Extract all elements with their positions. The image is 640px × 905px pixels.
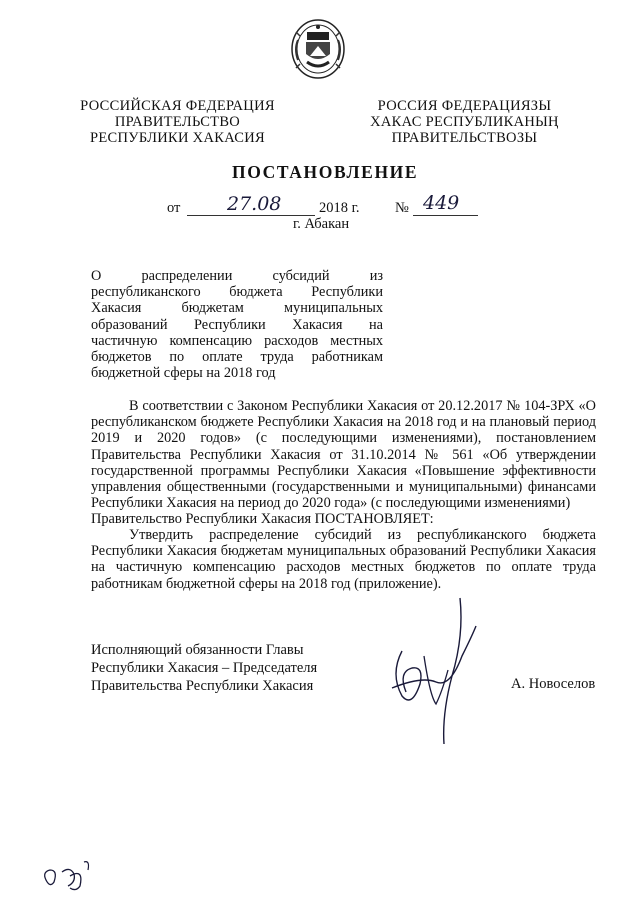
body-paragraph-2: Утвердить распределение субсидий из республиканского бюджета Республики Хакасия бюджетам муниципальных образований Республики Хакасия на частичную компенсацию расходов местных бюджетов по оплате труда работникам бюджетной сферы на 2018 год (приложение). [91,527,596,592]
header-right-line-3: ПРАВИТЕЛЬСТВОЗЫ [391,130,538,146]
signatory-position-line-3: Правительства Республики Хакасия [91,678,314,694]
number-underline [413,215,478,216]
number-handwritten: 449 [423,192,460,214]
header-right [352,98,577,146]
signatory-name: А. Новоселов [511,676,596,692]
signatory-position-line-1: Исполняющий обязанности Главы [91,642,304,658]
signatory-position [91,641,317,695]
signature-scribble [372,596,502,746]
body-paragraph-1-last: Правительство Республики Хакасия ПОСТАНОВЛЯЕТ: [91,511,434,527]
footer-mark-text [40,858,41,859]
coat-of-arms-emblem [290,18,346,80]
header-left-line-3: РЕСПУБЛИКИ ХАКАСИЯ [90,130,265,146]
footer-handwritten-mark [40,858,100,894]
year-label: 2018 г. [319,200,360,216]
from-label: от [167,200,181,216]
header-right-line-2: ХАКАС РЕСПУБЛИКАНЫҢ [370,114,559,130]
date-handwritten: 27.08 [227,193,282,215]
signatory-position-line-2: Республики Хакасия – Председателя [91,660,318,676]
city-label: г. Абакан [293,216,350,232]
document-subject: О распределении субсидий из республиканского бюджета Республики Хакасия бюджетам муниципальных образований Республики Хакасия на частичную компенсацию расходов местных бюджетов по оплате труда работникам бюджетной сферы на 2018 год [91,268,383,382]
footer-mark-scribble [40,858,100,894]
document-title: ПОСТАНОВЛЕНИЕ [232,162,419,182]
body-paragraph-1 [91,398,596,511]
header-right-line-1: РОССИЯ ФЕДЕРАЦИЯЗЫ [377,98,552,114]
header-left [70,98,285,146]
header-left-line-2: ПРАВИТЕЛЬСТВО [114,114,241,130]
number-label: № [395,200,409,216]
header-left-line-1: РОССИЙСКАЯ ФЕДЕРАЦИЯ [80,98,275,114]
body-paragraph-1-text: В соответствии с Законом Республики Хакасия от 20.12.2017 № 104-ЗРХ «О республиканском бюджете Республики Хакасия на 2018 год и на плановый период 2019 и 2020 годов» (с последующими изменениями), постановлением Правительства Республики Хакасия от 31.10.2014 № 561 «Об утверждении государственной программы Республики Хакасия «Повышение эффективности управления общественными (государственными и муниципальными) финансами Республики Хакасия на период до 2020 года» (с последующими изменениями) [91,398,596,512]
